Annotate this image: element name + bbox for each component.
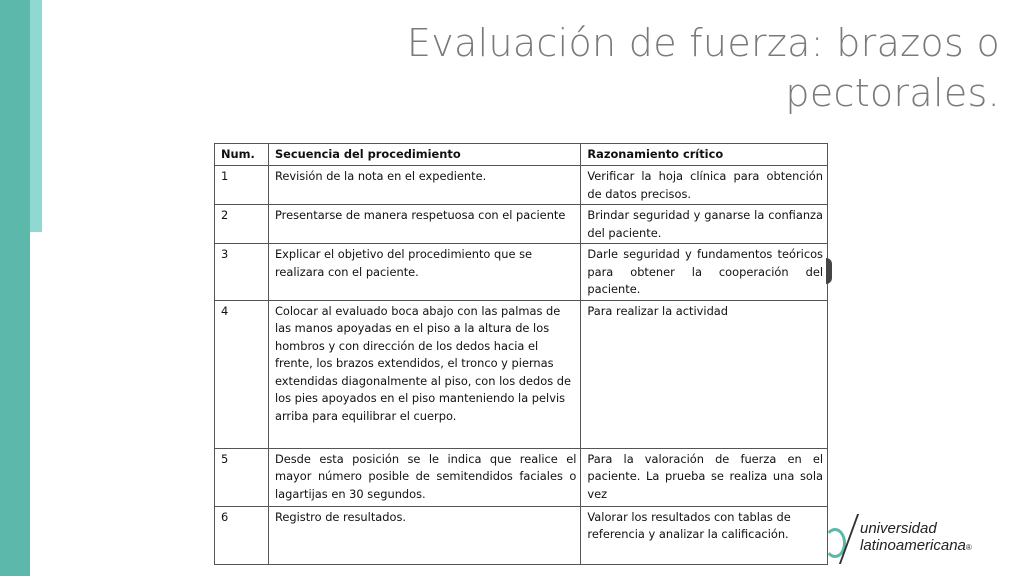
row-num: 1 [215,166,269,205]
header-razonamiento: Razonamiento crítico [581,144,828,166]
header-secuencia: Secuencia del procedimiento [268,144,580,166]
logo-line1: universidad [860,520,937,537]
row-razonamiento: Valorar los resultados con tablas de referencia y analizar la calificación. [581,506,828,564]
row-secuencia: Revisión de la nota en el expediente. [268,166,580,205]
row-secuencia: Explicar el objetivo del procedimiento que se realizara con el paciente. [268,244,580,301]
logo-line2: latinoamericana [860,537,966,554]
table-row [215,448,828,506]
slide-title: Evaluación de fuerza: brazos o pectorales. [406,21,1000,115]
procedure-table [214,143,828,565]
row-num: 3 [215,244,269,301]
logo-text [860,520,972,556]
university-logo [814,514,994,566]
row-razonamiento: Verificar la hoja clínica para obtención de datos precisos. [581,166,828,205]
left-accent-bar [0,0,30,576]
table-row [215,506,828,564]
row-razonamiento: Brindar seguridad y ganarse la confianza del paciente. [581,205,828,244]
row-secuencia: Registro de resultados. [268,506,580,564]
table-header-row [215,144,828,166]
table-row [215,244,828,301]
row-secuencia: Desde esta posición se le indica que realice el mayor número posible de semitendidos faciales o lagartijas en 30 segundos. [268,448,580,506]
logo-registered: ® [965,543,972,552]
row-razonamiento: Para la valoración de fuerza en el paciente. La prueba se realiza una sola vez [581,448,828,506]
row-num: 2 [215,205,269,244]
header-num: Num. [215,144,269,166]
row-num: 6 [215,506,269,564]
row-razonamiento: Darle seguridad y fundamentos teóricos para obtener la cooperación del paciente. [581,244,828,301]
row-num: 5 [215,448,269,506]
row-num: 4 [215,300,269,448]
row-secuencia: Presentarse de manera respetuosa con el paciente [268,205,580,244]
left-accent-bar-light [30,0,42,232]
table-edge-mark [826,258,832,284]
table-row [215,205,828,244]
row-razonamiento: Para realizar la actividad [581,300,828,448]
table-row [215,300,828,448]
row-secuencia: Colocar al evaluado boca abajo con las palmas de las manos apoyadas en el piso a la altura de los hombros y con dirección de los dedos hacia el frente, los brazos extendidos, el tronco y piernas extendidas diagonalmente al piso, con los dedos de los pies apoyados en el piso manteniendo la pelvis arriba para equilibrar el cuerpo. [268,300,580,448]
table-row [215,166,828,205]
